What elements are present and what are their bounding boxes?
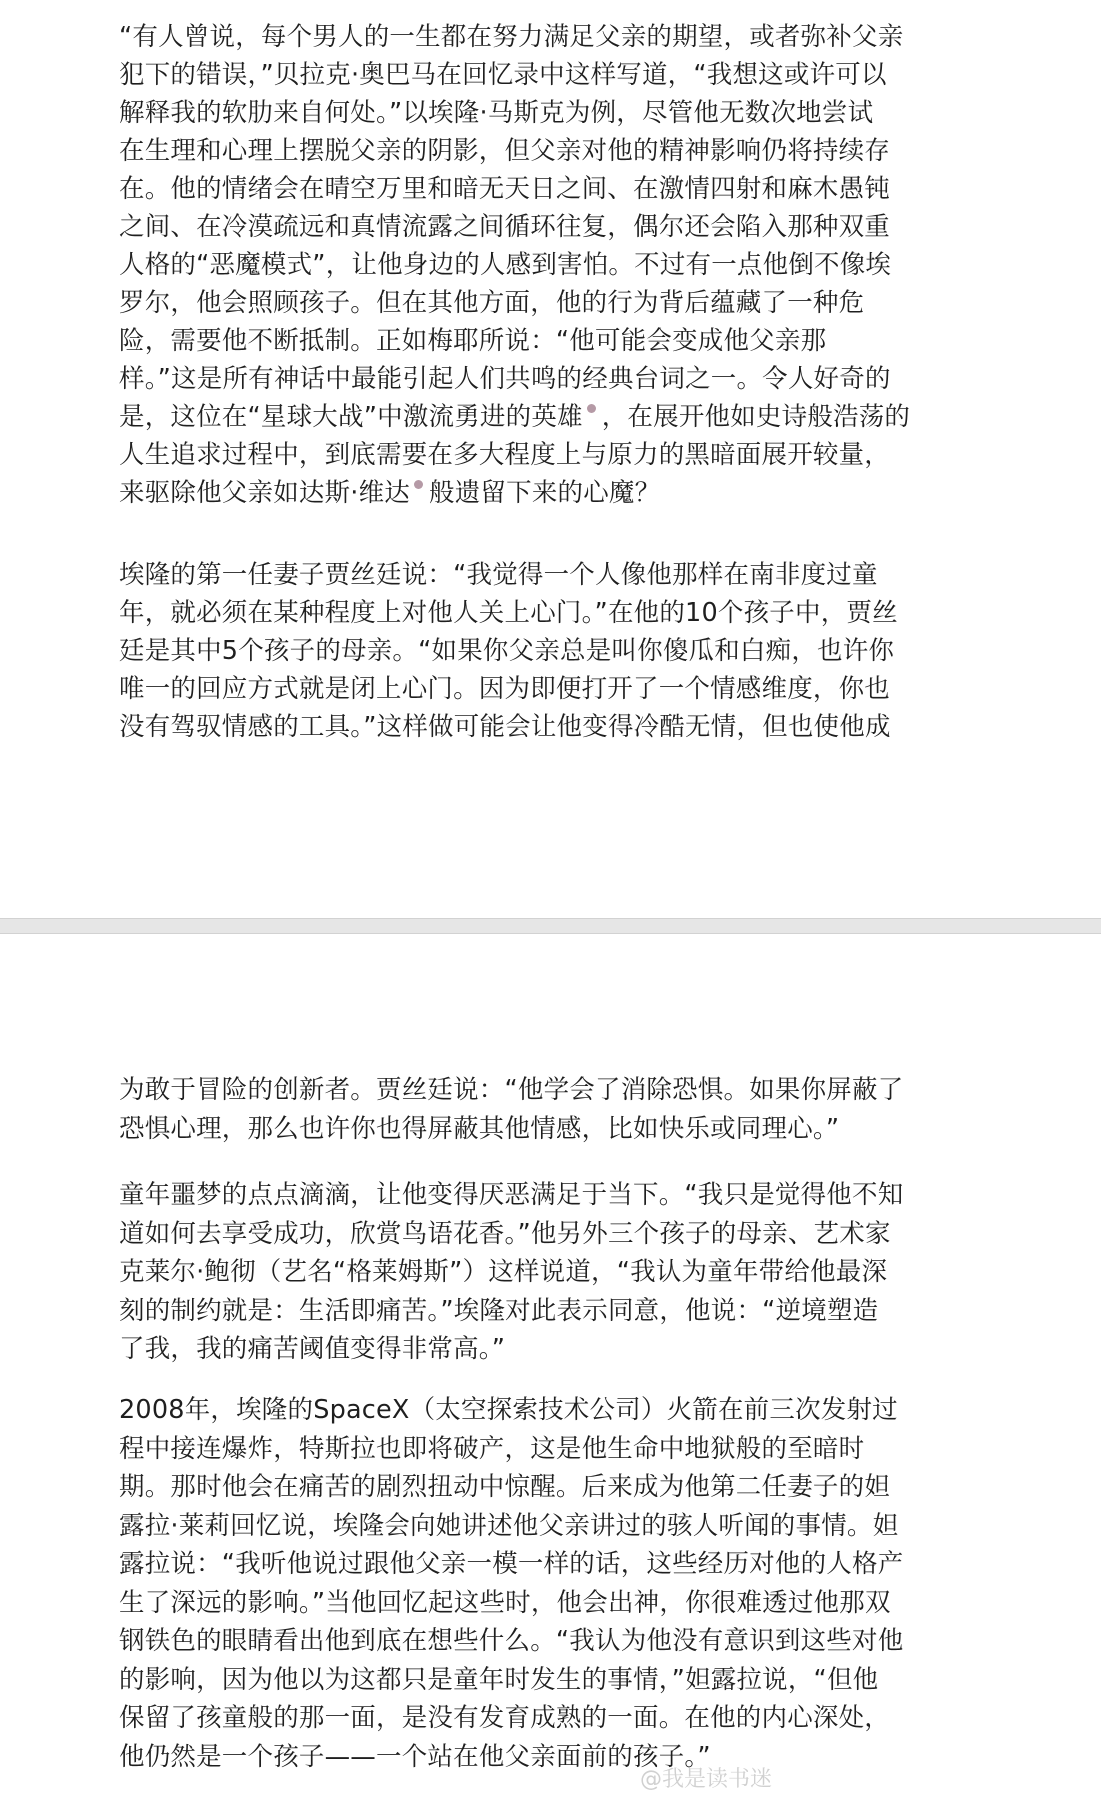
paragraph-1 (119, 18, 979, 512)
paragraph-2 (119, 556, 979, 746)
text-line: 生了深远的影响。”当他回忆起这些时，他会出神，你很难透过他那双 (119, 1587, 891, 1618)
text-line: 2008年，埃隆的SpaceX（太空探索技术公司）火箭在前三次发射过 (119, 1395, 898, 1425)
text-line: 样。”这是所有神话中最能引起人们共鸣的经典台词之一。令人好奇的 (119, 364, 891, 394)
text-line: 险，需要他不断抵制。正如梅耶所说：“他可能会变成他父亲那 (119, 326, 827, 356)
text-line: 人生追求过程中，到底需要在多大程度上与原力的黑暗面展开较量， (119, 440, 891, 470)
text-line: 罗尔，他会照顾孩子。但在其他方面，他的行为背后蕴藏了一种危 (119, 288, 865, 318)
text-line: 程中接连爆炸，特斯拉也即将破产，这是他生命中地狱般的至暗时 (119, 1433, 865, 1464)
text-line: 唯一的回应方式就是闭上心门。因为即便打开了一个情感维度，你也 (119, 674, 891, 704)
text-line (119, 398, 979, 436)
text-line (119, 474, 979, 512)
text-line: 为敢于冒险的创新者。贾丝廷说：“他学会了消除恐惧。如果你屏蔽了 (119, 1075, 904, 1105)
text-line: “有人曾说，每个男人的一生都在努力满足父亲的期望，或者弥补父亲 (119, 22, 904, 52)
text-line: 钢铁色的眼睛看出他到底在想些什么。“我认为他没有意识到这些对他 (119, 1626, 904, 1656)
text-line: 没有驾驭情感的工具。”这样做可能会让他变得冷酷无情，但也使他成 (119, 712, 891, 742)
text-line: 童年噩梦的点点滴滴，让他变得厌恶满足于当下。“我只是觉得他不知 (119, 1180, 904, 1210)
text-line: 在。他的情绪会在晴空万里和暗无天日之间、在激情四射和麻木愚钝 (119, 174, 891, 204)
text-line: 之间、在冷漠疏远和真情流露之间循环往复，偶尔还会陷入那种双重 (119, 212, 891, 242)
text-line: 犯下的错误，”贝拉克·奥巴马在回忆录中这样写道，“我想这或许可以 (119, 60, 887, 90)
text-line: 恐惧心理，那么也许你也得屏蔽其他情感，比如快乐或同理心。” (119, 1113, 840, 1144)
text-line: 露拉·莱莉回忆说，埃隆会向她讲述他父亲讲过的骇人听闻的事情。妲 (119, 1510, 899, 1541)
text-line: 露拉说：“我听他说过跟他父亲一模一样的话，这些经历对他的人格产 (119, 1549, 904, 1579)
document-page-2 (0, 934, 1101, 1801)
text-segment: 来驱除他父亲如达斯·维达 (119, 478, 411, 508)
paragraph-4 (119, 1176, 979, 1369)
text-line: 廷是其中5个孩子的母亲。“如果你父亲总是叫你傻瓜和白痴，也许你 (119, 636, 895, 666)
text-line: 埃隆的第一任妻子贾丝廷说：“我觉得一个人像他那样在南非度过童 (119, 560, 878, 590)
text-line: 人格的“恶魔模式”，让他身边的人感到害怕。不过有一点他倒不像埃 (119, 250, 892, 280)
text-line: 解释我的软肋来自何处。”以埃隆·马斯克为例，尽管他无数次地尝试 (119, 98, 874, 128)
text-line: 道如何去享受成功，欣赏鸟语花香。”他另外三个孩子的母亲、艺术家 (119, 1218, 891, 1249)
text-line: 他仍然是一个孩子——一个站在他父亲面前的孩子。” (119, 1741, 711, 1772)
watermark: @我是读书迷 (640, 1767, 773, 1792)
text-segment: ，在展开他如史诗般浩荡的 (601, 402, 911, 432)
text-segment: 般遗留下来的心魔？ (429, 478, 661, 508)
text-line: 了我，我的痛苦阈值变得非常高。” (119, 1334, 506, 1364)
page-separator (0, 918, 1101, 934)
text-line: 在生理和心理上摆脱父亲的阴影，但父亲对他的精神影响仍将持续存 (119, 136, 891, 166)
paragraph-3 (119, 1071, 979, 1148)
text-line: 刻的制约就是：生活即痛苦。”埃隆对此表示同意，他说：“逆境塑造 (119, 1295, 879, 1326)
text-segment: 是，这位在“星球大战”中激流勇进的英雄 (119, 402, 583, 432)
text-line: 保留了孩童般的那一面，是没有发育成熟的一面。在他的内心深处， (119, 1703, 891, 1733)
text-line: 克莱尔·鲍彻（艺名“格莱姆斯”）这样说道，“我认为童年带给他最深 (119, 1257, 888, 1287)
paragraph-5 (119, 1391, 979, 1776)
footnote-marker-icon[interactable] (414, 480, 423, 489)
text-line: 年，就必须在某种程度上对他人关上心门。”在他的10个孩子中，贾丝 (119, 598, 898, 628)
footnote-marker-icon[interactable] (587, 404, 596, 413)
text-line: 的影响，因为他以为这都只是童年时发生的事情，”妲露拉说，“但他 (119, 1664, 879, 1695)
text-line: 期。那时他会在痛苦的剧烈扭动中惊醒。后来成为他第二任妻子的妲 (119, 1472, 891, 1502)
